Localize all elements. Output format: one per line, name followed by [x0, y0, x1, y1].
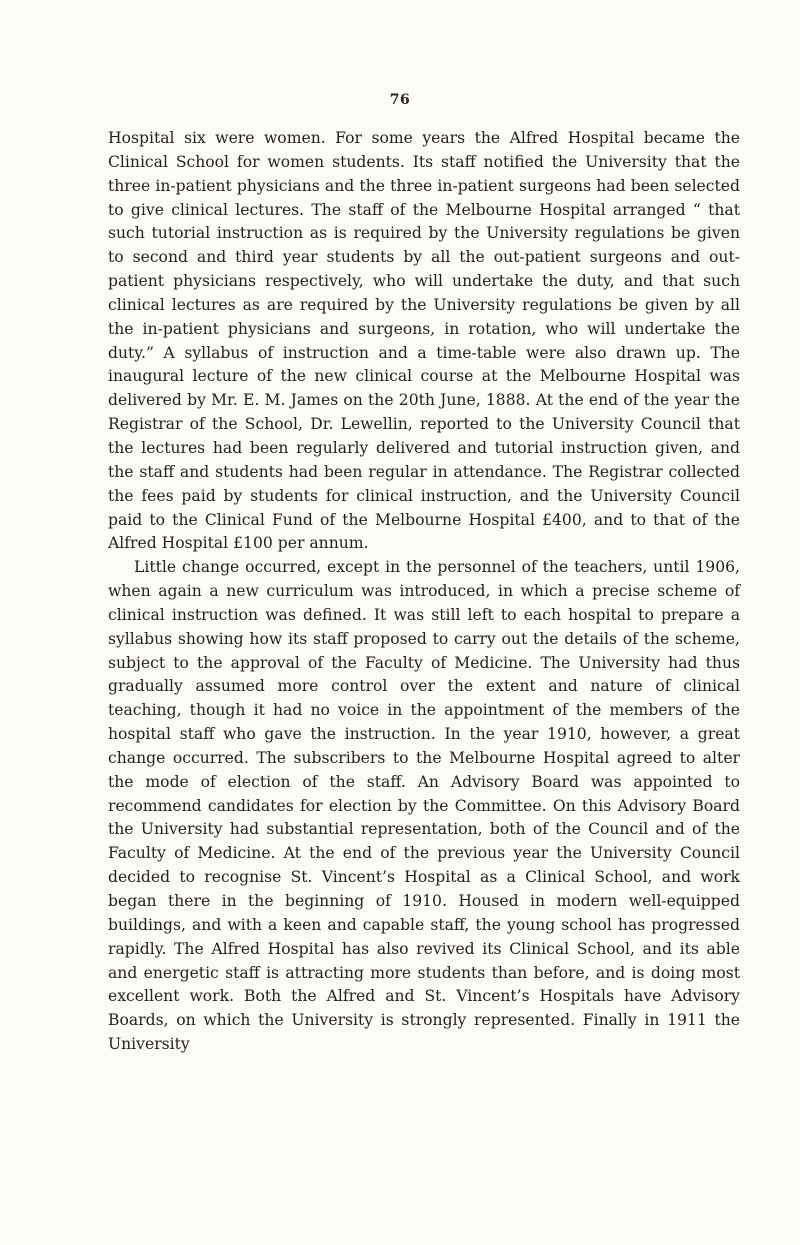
body-text — [108, 127, 740, 1057]
page-number: 76 — [389, 92, 411, 108]
paragraph-2: Little change occurred, except in the personnel of the teachers, until 1906, when again a new curriculum was introduced, in which a precise scheme of clinical instruction was defined. It was still left to each hospital to prepare a syllabus showing how its staff proposed to carry out the details of the scheme, subject to the approval of the Faculty of Medicine. The University had thus gradually assumed more control over the extent and nature of clinical teaching, though it had no voice in the appointment of the members of the hospital staff who gave the instruction. In the year 1910, however, a great change occurred. The subscribers to the Melbourne Hospital agreed to alter the mode of election of the staff. An Advisory Board was appointed to recommend candidates for election by the Committee. On this Advisory Board the University had substantial representation, both of the Council and of the Faculty of Medicine. At the end of the previous year the University Council decided to recognise St. Vincent’s Hospital as a Clinical School, and work began there in the beginning of 1910. Housed in modern well-equipped buildings, and with a keen and capable staff, the young school has progressed rapidly. The Alfred Hospital has also revived its Clinical School, and its able and energetic staff is attracting more students than before, and is doing most excellent work. Both the Alfred and St. Vincent’s Hospitals have Advisory Boards, on which the University is strongly represented. Finally in 1911 the University — [108, 558, 740, 1054]
paragraph-1: Hospital six were women. For some years the Alfred Hospital became the Clinical School for women students. Its staff notified the University that the three in-patient physicians and the three in-patient surgeons had been selected to give clinical lectures. The staff of the Melbourne Hospital arranged “ that such tutorial instruction as is required by the University regulations be given to second and third year students by all the out-patient surgeons and out-patient physicians respectively, who will undertake the duty, and that such clinical lectures as are required by the University regulations be given by all the in-patient physicians and surgeons, in rotation, who will undertake the duty.” A syllabus of instruction and a time-table were also drawn up. The inaugural lecture of the new clinical course at the Melbourne Hospital was delivered by Mr. E. M. James on the 20th June, 1888. At the end of the year the Registrar of the School, Dr. Lewellin, reported to the University Council that the lectures had been regularly delivered and tutorial instruction given, and the staff and students had been regular in attendance. The Registrar collected the fees paid by students for clinical instruction, and the University Council paid to the Clinical Fund of the Melbourne Hospital £400, and to that of the Alfred Hospital £100 per annum. — [108, 129, 740, 553]
